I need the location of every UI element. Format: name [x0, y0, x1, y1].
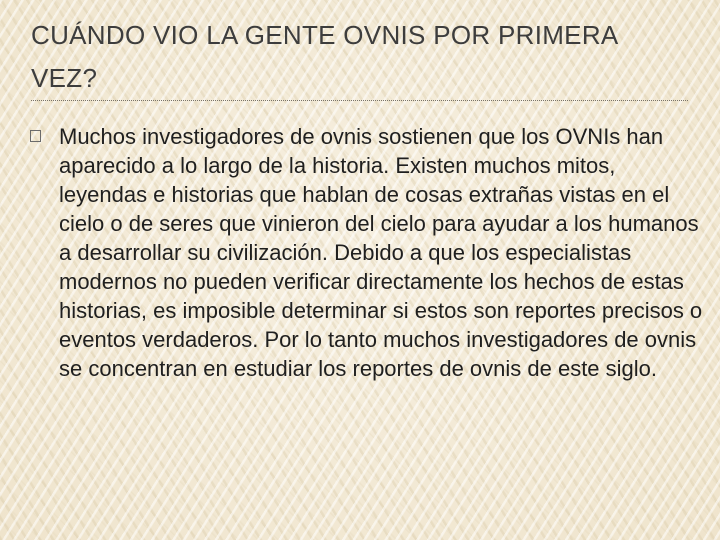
- bullet-text: Muchos investigadores de ovnis sostienen que los OVNIs han aparecido a lo largo de la historia. Existen muchos mitos, leyendas e historias que hablan de cosas extrañas vistas en el cielo o de seres que vinieron del cielo para ayudar a los humanos a desarrollar su civilización. Debido a que los especialistas modernos no pueden verificar directamente los hechos de estas historias, es imposible determinar si estos son reportes precisos o eventos verdaderos. Por lo tanto muchos investigadores de ovnis se concentran en estudiar los reportes de ovnis de este siglo.: [59, 124, 703, 381]
- slide-title: CUÁNDO VIO LA GENTE OVNIS POR PRIMERA VEZ?: [31, 20, 618, 93]
- slide-content: [30, 122, 710, 383]
- bullet-item: [30, 122, 710, 383]
- title-divider: [31, 100, 688, 101]
- square-bullet-icon: [30, 130, 41, 142]
